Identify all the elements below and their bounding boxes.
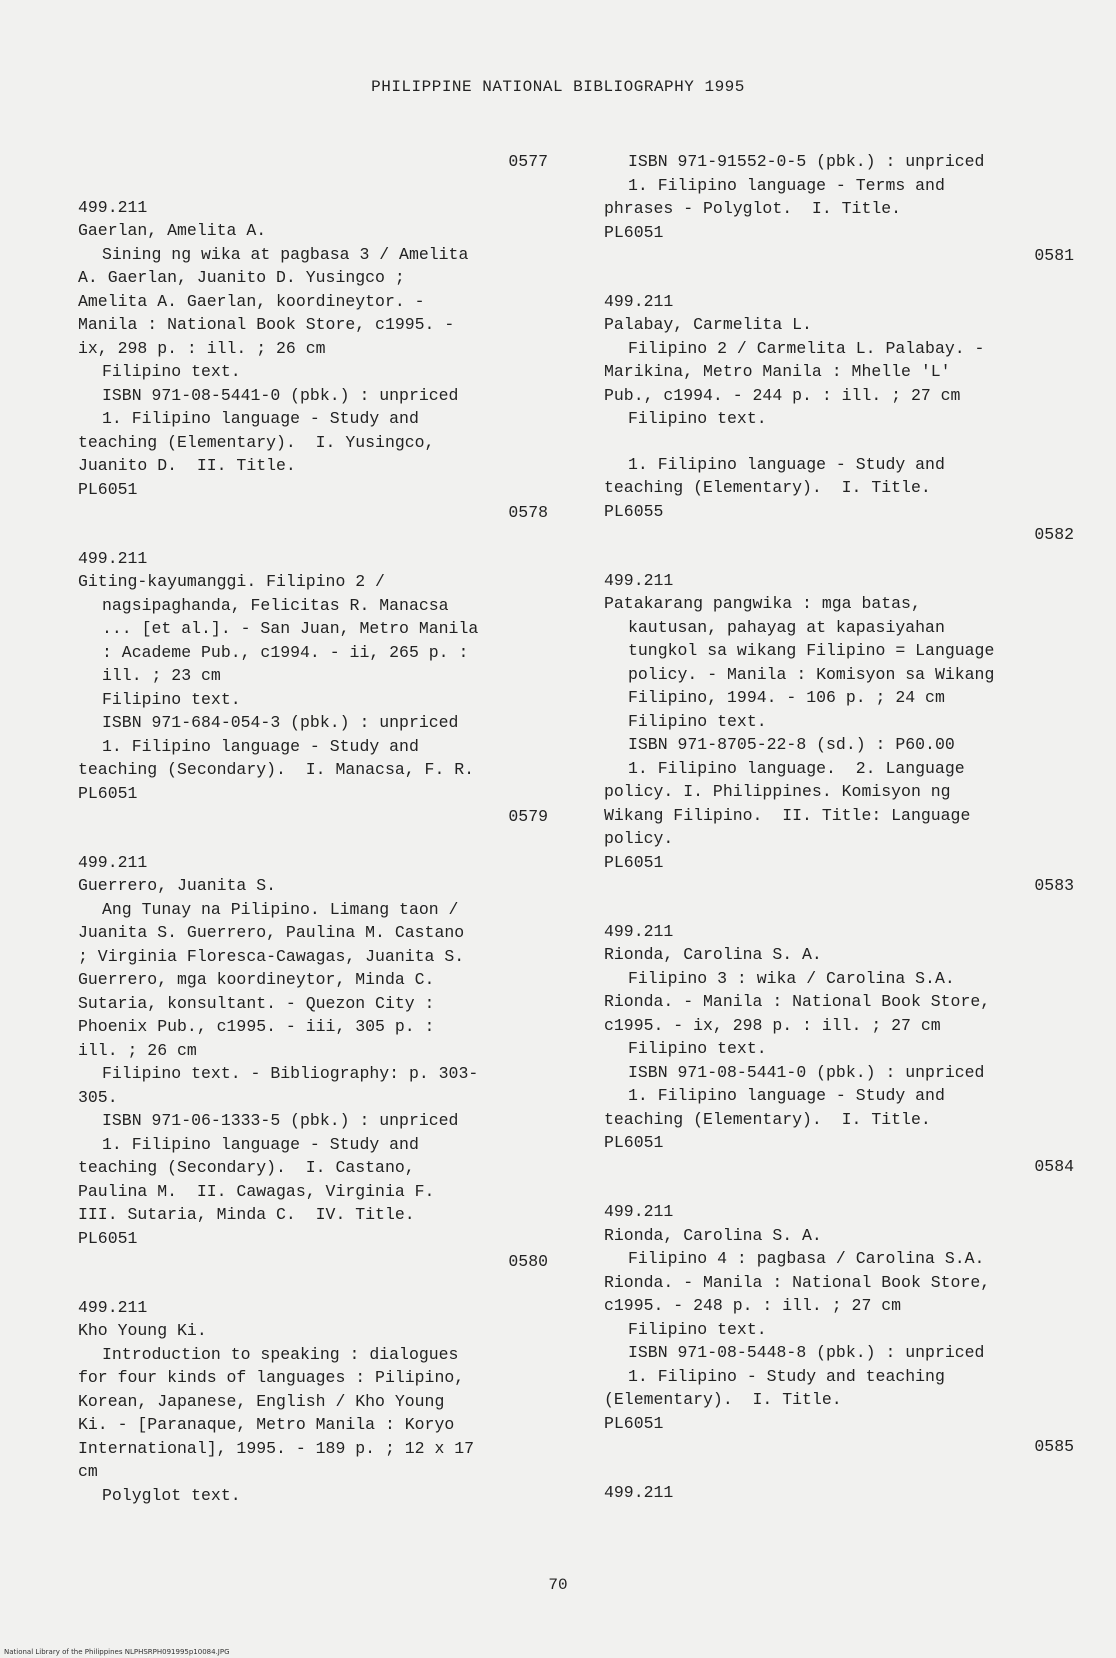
record-line: 1. Filipino language - Study and — [102, 1134, 419, 1154]
record-line: Phoenix Pub., c1995. - iii, 305 p. : — [78, 1017, 435, 1036]
record-line: A. Gaerlan, Juanito D. Yusingco ; — [78, 268, 405, 287]
record-line: International], 1995. - 189 p. ; 12 x 17 — [78, 1438, 475, 1458]
record-line: Giting-kayumanggi. Filipino 2 / — [78, 572, 385, 591]
record-line: Polyglot text. — [102, 1485, 241, 1505]
record-line: PL6051 — [78, 783, 138, 803]
record-line: Kho Young Ki. — [78, 1321, 207, 1340]
entry-number: 0581 — [1034, 246, 1074, 265]
classification-number: 499.211 — [604, 291, 674, 311]
record-line: Juanito D. II. Title. — [78, 456, 296, 475]
record-line: Marikina, Metro Manila : Mhelle 'L' — [604, 362, 951, 381]
record-line: ill. ; 23 cm — [102, 666, 221, 685]
entry-number: 0582 — [1034, 525, 1074, 544]
entry-number: 0583 — [1034, 876, 1074, 895]
record-line: Filipino text. — [628, 409, 767, 428]
record-line: ix, 298 p. : ill. ; 26 cm — [78, 338, 326, 358]
record-line: PL6051 — [604, 852, 664, 872]
record-line: c1995. - ix, 298 p. : ill. ; 27 cm — [604, 1015, 941, 1035]
record-line: PL6051 — [604, 222, 664, 242]
record-line: Ki. - [Paranaque, Metro Manila : Koryo — [78, 1415, 455, 1434]
record-line: Guerrero, Juanita S. — [78, 876, 277, 895]
classification-number: 499.211 — [604, 1202, 674, 1221]
record-line: Rionda. - Manila : National Book Store, — [604, 1272, 991, 1292]
record-line: ISBN 971-06-1333-5 (pbk.) : unpriced — [102, 1111, 459, 1130]
record-line: Filipino text. — [628, 711, 767, 731]
classification-number: 499.211 — [78, 852, 148, 872]
entry-number: 0584 — [1034, 1156, 1074, 1176]
record-line: ISBN 971-08-5441-0 (pbk.) : unpriced — [102, 385, 459, 405]
record-line: Gaerlan, Amelita A. — [78, 221, 267, 240]
record-line: Filipino 2 / Carmelita L. Palabay. - — [628, 338, 985, 358]
page-title: PHILIPPINE NATIONAL BIBLIOGRAPHY 1995 — [371, 78, 745, 96]
record-line: Pub., c1994. - 244 p. : ill. ; 27 cm — [604, 385, 961, 405]
record-line: 1. Filipino language. 2. Language — [628, 758, 965, 778]
record-line: Ang Tunay na Pilipino. Limang taon / — [102, 899, 459, 919]
record-line: ISBN 971-8705-22-8 (sd.) : P60.00 — [628, 735, 955, 754]
record-line: Rionda, Carolina S. A. — [604, 945, 822, 964]
record-line: for four kinds of languages : Pilipino, — [78, 1368, 465, 1387]
entry-number: 0578 — [508, 503, 548, 522]
classification-number: 499.211 — [604, 1482, 674, 1502]
record-line: phrases - Polyglot. I. Title. — [604, 199, 902, 218]
record-line: tungkol sa wikang Filipino = Language — [628, 641, 995, 660]
classification-number: 499.211 — [78, 548, 148, 568]
record-line: ISBN 971-08-5448-8 (pbk.) : unpriced — [628, 1343, 985, 1362]
record-line: Amelita A. Gaerlan, koordineytor. - — [78, 291, 425, 311]
record-line: PL6051 — [78, 479, 138, 499]
record-line: PL6051 — [78, 1228, 138, 1248]
spacer — [604, 431, 1074, 453]
record-line: : Academe Pub., c1994. - ii, 265 p. : — [102, 642, 469, 662]
record-line: Patakarang pangwika : mga batas, — [604, 594, 921, 613]
record-line: teaching (Secondary). I. Manacsa, F. R. — [78, 760, 475, 779]
record-line: kautusan, pahayag at kapasiyahan — [628, 617, 945, 637]
record-line: ; Virginia Floresca-Cawagas, Juanita S. — [78, 946, 465, 966]
record-line: ill. ; 26 cm — [78, 1040, 197, 1060]
right-column — [604, 150, 1074, 1504]
record-line: cm — [78, 1462, 98, 1481]
record-line: ISBN 971-91552-0-5 (pbk.) : unpriced — [628, 152, 985, 171]
record-line: Guerrero, mga koordineytor, Minda C. — [78, 970, 435, 989]
record-line: 1. Filipino - Study and teaching — [628, 1366, 945, 1386]
record-line: teaching (Secondary). I. Castano, — [78, 1158, 415, 1177]
record-line: Sining ng wika at pagbasa 3 / Amelita — [102, 244, 469, 264]
record-line: ISBN 971-08-5441-0 (pbk.) : unpriced — [628, 1062, 985, 1082]
record-line: teaching (Elementary). I. Title. — [604, 1109, 931, 1129]
record-line: Korean, Japanese, English / Kho Young — [78, 1391, 445, 1411]
record-line: Juanita S. Guerrero, Paulina M. Castano — [78, 923, 465, 942]
record-line: Filipino text. — [102, 362, 241, 381]
record-line: ... [et al.]. - San Juan, Metro Manila — [102, 619, 479, 638]
record-line: Sutaria, konsultant. - Quezon City : — [78, 993, 435, 1013]
entry-number: 0580 — [508, 1252, 548, 1271]
record-line: Filipino 3 : wika / Carolina S.A. — [628, 968, 955, 988]
record-line: 1. Filipino language - Study and — [628, 1086, 945, 1105]
record-line: Palabay, Carmelita L. — [604, 315, 812, 334]
record-line: Filipino 4 : pagbasa / Carolina S.A. — [628, 1249, 985, 1268]
record-line: Filipino text. — [628, 1319, 767, 1339]
record-line: PL6051 — [604, 1133, 664, 1152]
record-line: III. Sutaria, Minda C. IV. Title. — [78, 1205, 415, 1224]
record-line: 1. Filipino language - Terms and — [628, 175, 945, 195]
record-line: nagsipaghanda, Felicitas R. Manacsa — [102, 595, 449, 615]
record-line: policy. I. Philippines. Komisyon ng — [604, 782, 951, 801]
record-line: policy. - Manila : Komisyon sa Wikang — [628, 664, 995, 684]
record-line: 1. Filipino language - Study and — [628, 454, 945, 474]
record-line: teaching (Elementary). I. Title. — [604, 478, 931, 497]
record-line: PL6055 — [604, 501, 664, 521]
entry-number: 0579 — [508, 807, 548, 826]
record-line: Filipino text. — [102, 689, 241, 709]
record-line: ISBN 971-684-054-3 (pbk.) : unpriced — [102, 713, 459, 732]
classification-number: 499.211 — [78, 1297, 148, 1317]
record-line: policy. — [604, 829, 674, 848]
record-line: Paulina M. II. Cawagas, Virginia F. — [78, 1181, 435, 1201]
record-line: Rionda, Carolina S. A. — [604, 1225, 822, 1245]
classification-number: 499.211 — [78, 197, 148, 217]
record-line: PL6051 — [604, 1413, 664, 1433]
scan-footer: National Library of the Philippines NLPHSRPH091995p10084.JPG — [4, 1648, 230, 1656]
record-line: Rionda. - Manila : National Book Store, — [604, 992, 991, 1011]
record-line: 1. Filipino language - Study and — [102, 736, 419, 756]
page-number: 70 — [548, 1576, 568, 1594]
record-line: Introduction to speaking : dialogues — [102, 1344, 459, 1364]
classification-number: 499.211 — [604, 570, 674, 590]
record-line: 1. Filipino language - Study and — [102, 409, 419, 428]
record-line: 305. — [78, 1087, 118, 1107]
left-column — [78, 150, 548, 1507]
record-line: Filipino text. - Bibliography: p. 303- — [102, 1064, 479, 1083]
record-line: Filipino text. — [628, 1039, 767, 1058]
classification-number: 499.211 — [604, 921, 674, 941]
record-line: Filipino, 1994. - 106 p. ; 24 cm — [628, 688, 945, 707]
record-line: teaching (Elementary). I. Yusingco, — [78, 432, 435, 452]
record-line: c1995. - 248 p. : ill. ; 27 cm — [604, 1296, 902, 1315]
record-line: (Elementary). I. Title. — [604, 1390, 842, 1409]
record-line: Wikang Filipino. II. Title: Language — [604, 805, 971, 825]
record-line: Manila : National Book Store, c1995. - — [78, 315, 455, 334]
entry-number: 0585 — [1034, 1437, 1074, 1456]
entry-number: 0577 — [508, 152, 548, 171]
